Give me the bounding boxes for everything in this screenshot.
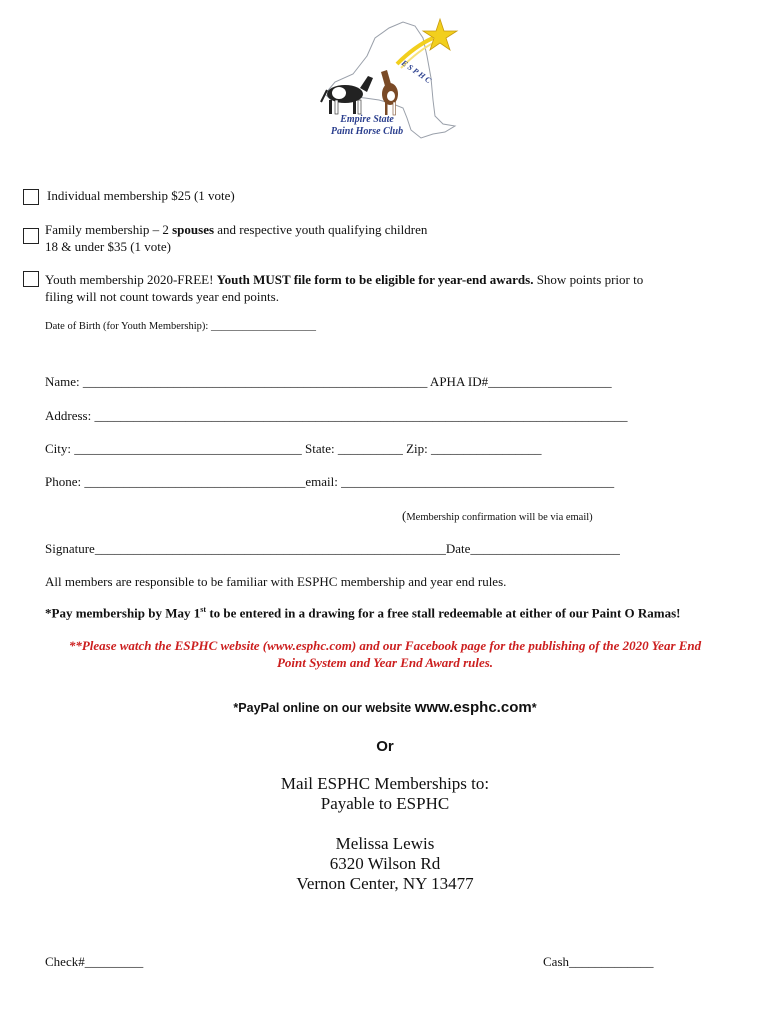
logo-line1: Empire State xyxy=(340,114,394,125)
payable-to: Payable to ESPHC xyxy=(320,794,450,813)
website-watch-note-line2: Point System and Year End Award rules. xyxy=(276,655,494,670)
phone-field[interactable]: Phone: __________________________________email: __________________________________________ xyxy=(45,474,615,489)
mail-address-name: Melissa Lewis xyxy=(335,834,435,853)
youth-checkbox[interactable] xyxy=(23,271,39,287)
paypal-website-link[interactable]: www.esphc.com xyxy=(414,699,532,716)
signature-field[interactable]: Signature______________________________________________________Date_______________________ xyxy=(45,541,620,556)
logo-monogram: E S P H C xyxy=(399,58,433,86)
paypal-note: *PayPal online on our website www.esphc.com* xyxy=(233,699,537,716)
pay-deadline-note: *Pay membership by May 1st to be entered in a drawing for a free stall redeemable at either of our Paint O Ramas! xyxy=(45,605,681,621)
family-label: Family membership – 2 spouses and respective youth qualifying children xyxy=(45,222,428,237)
youth-label: Youth membership 2020-FREE! Youth MUST file form to be eligible for year-end awards. Show points prior to xyxy=(45,272,644,287)
mail-address-street: 6320 Wilson Rd xyxy=(329,854,441,873)
family-label-line2: 18 & under $35 (1 vote) xyxy=(45,239,172,254)
esphc-logo xyxy=(305,16,465,148)
address-field[interactable]: Address: __________________________________________________________________________________ xyxy=(45,408,628,423)
name-field[interactable]: Name: _____________________________________________________ APHA ID#___________________ xyxy=(45,374,612,389)
confirmation-note: (Membership confirmation will be via email) xyxy=(402,508,593,523)
website-watch-note: **Please watch the ESPHC website (www.esphc.com) and our Facebook page for the publishing of the 2020 Year End xyxy=(68,638,702,653)
mail-address-city: Vernon Center, NY 13477 xyxy=(296,874,474,893)
youth-label-line2: filing will not count towards year end points. xyxy=(45,289,279,304)
family-checkbox[interactable] xyxy=(23,228,39,244)
responsibility-note: All members are responsible to be familiar with ESPHC membership and year end rules. xyxy=(45,574,507,589)
check-number-field[interactable]: Check#_________ xyxy=(45,954,144,969)
individual-label: Individual membership $25 (1 vote) xyxy=(47,188,235,203)
mail-instructions: Mail ESPHC Memberships to: xyxy=(280,774,490,793)
or-separator: Or xyxy=(376,738,394,755)
date-of-birth-field[interactable]: Date of Birth (for Youth Membership): ____________________ xyxy=(45,321,316,332)
logo-line2: Paint Horse Club xyxy=(330,126,404,137)
cash-field[interactable]: Cash_____________ xyxy=(543,954,654,969)
individual-checkbox[interactable] xyxy=(23,189,39,205)
city-field[interactable]: City: ___________________________________ State: __________ Zip: _________________ xyxy=(45,441,542,456)
